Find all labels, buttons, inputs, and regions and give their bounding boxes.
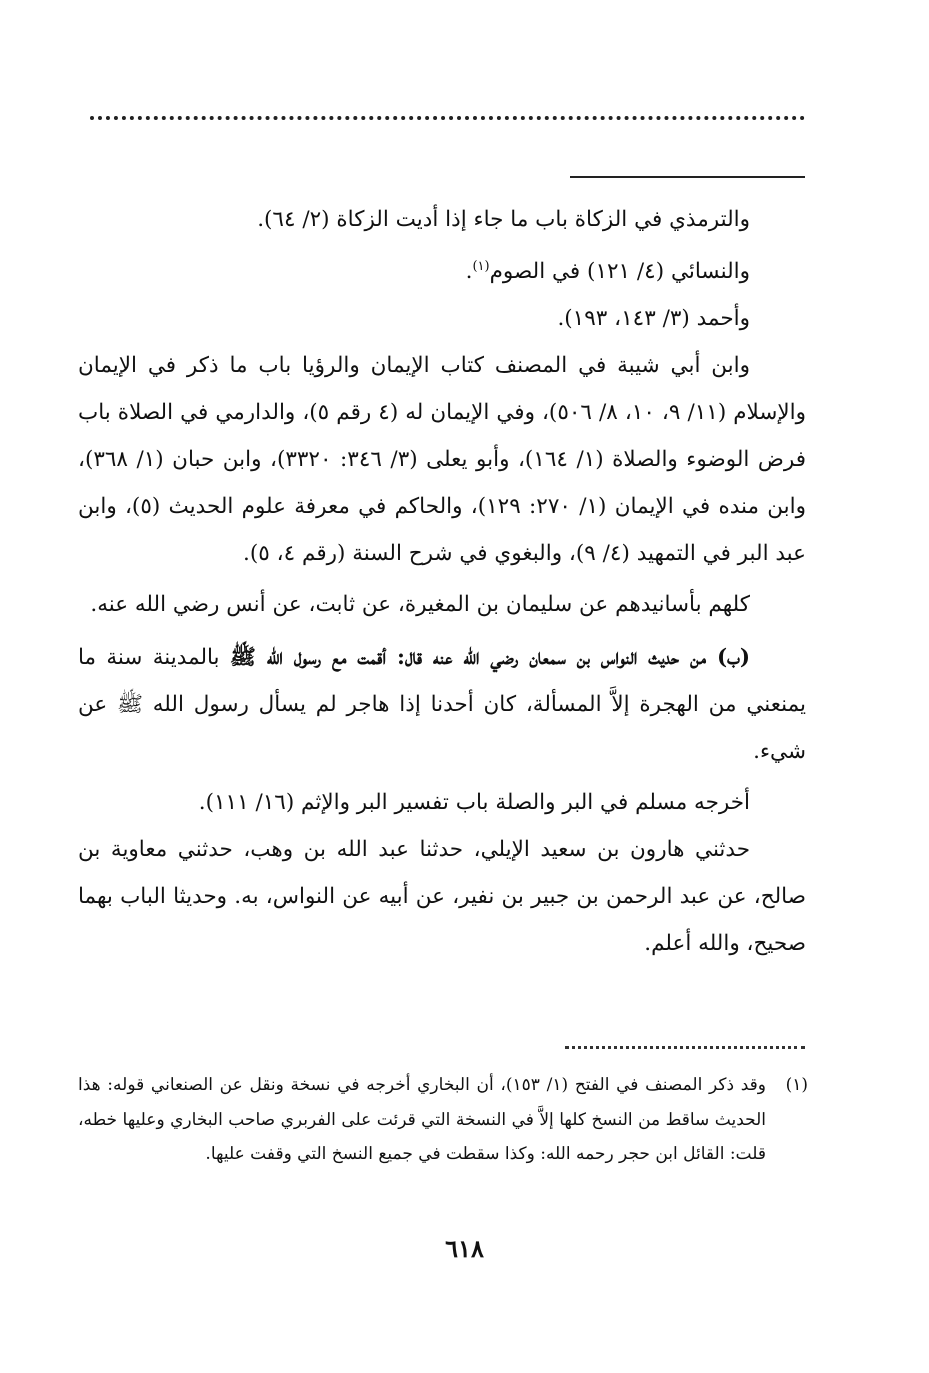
top-dotted-separator xyxy=(90,116,805,126)
footnote-separator xyxy=(565,1046,805,1052)
page-number: ٦١٨ xyxy=(445,1234,484,1263)
paragraph-hadith-b xyxy=(78,634,806,775)
paragraph-ibn-abi-shaybah: وابن أبي شيبة في المصنف كتاب الإيمان والرؤيا باب ما ذكر في الإيمان والإسلام (١١/ ٩، ١٠، ٨/ ٥٠٦)، وفي الإيمان له (٤ رقم ٥)، والدارمي في الصلاة باب فرض الوضوء والصلاة (١/ ١٦٤)، وأبو يعلى (٣/ ٣٤٦: ٣٣٢٠)، وابن حبان (١/ ٣٦٨)، وابن منده في الإيمان (١/ ٢٧٠: ١٢٩)، والحاكم في معرفة علوم الحديث (٥)، وابن عبد البر في التمهيد (٤/ ٩)، والبغوي في شرح السنة (رقم ٤، ٥). xyxy=(78,353,807,567)
footnote-number: (١) xyxy=(785,1075,808,1095)
paragraph-muslim: أخرجه مسلم في البر والصلة باب تفسير البر والإثم (١٦/ ١١١). xyxy=(198,790,750,816)
footnote-reference: (١) xyxy=(472,259,490,274)
footnote-text: وقد ذكر المصنف في الفتح (١/ ١٥٣)، أن البخاري أخرجه في نسخة ونقل عن الصنعاني قوله: هذا الحديث ساقط من النسخ كلها إلاَّ في النسخة التي قرئت على الفربري صاحب البخاري وعليها خطه، قلت: القائل ابن حجر رحمه الله: وكذا سقطت في جميع النسخ التي وقفت عليها. xyxy=(78,1075,766,1164)
footnote xyxy=(78,1068,808,1172)
top-short-rule xyxy=(570,176,805,178)
paragraph-isnad: حدثني هارون بن سعيد الإيلي، حدثنا عبد الله بن وهب، حدثني معاوية بن صالح، عن عبد الرحمن بن جبير بن نفير، عن أبيه عن النواس، به. وحديثا الباب بهما صحيح، والله أعلم. xyxy=(78,837,806,957)
hadith-b-text: بالمدينة سنة ما يمنعني من الهجرة إلاَّ المسألة، كان أحدنا إذا هاجر لم يسأل رسول الله ﷺ عن شيء. xyxy=(78,645,806,765)
paragraph-ahmad: وأحمد (٣/ ١٤٣، ١٩٣). xyxy=(557,306,750,332)
main-text xyxy=(78,196,806,967)
paragraph-nasai xyxy=(78,243,806,295)
nasai-text: والنسائي (٤/ ١٢١) في الصوم xyxy=(489,259,750,285)
nasai-end: . xyxy=(465,259,473,285)
paragraph-kulluhum: كلهم بأسانيدهم عن سليمان بن المغيرة، عن ثابت، عن أنس رضي الله عنه. xyxy=(90,592,750,618)
hadith-b-heading: (ب) من حديث النواس بن سمعان رضي الله عنه قال: أقمت مع رسول الله ﷺ xyxy=(229,645,750,671)
paragraph-tirmidhi: والترمذي في الزكاة باب ما جاء إذا أديت الزكاة (٢/ ٦٤). xyxy=(257,207,750,232)
